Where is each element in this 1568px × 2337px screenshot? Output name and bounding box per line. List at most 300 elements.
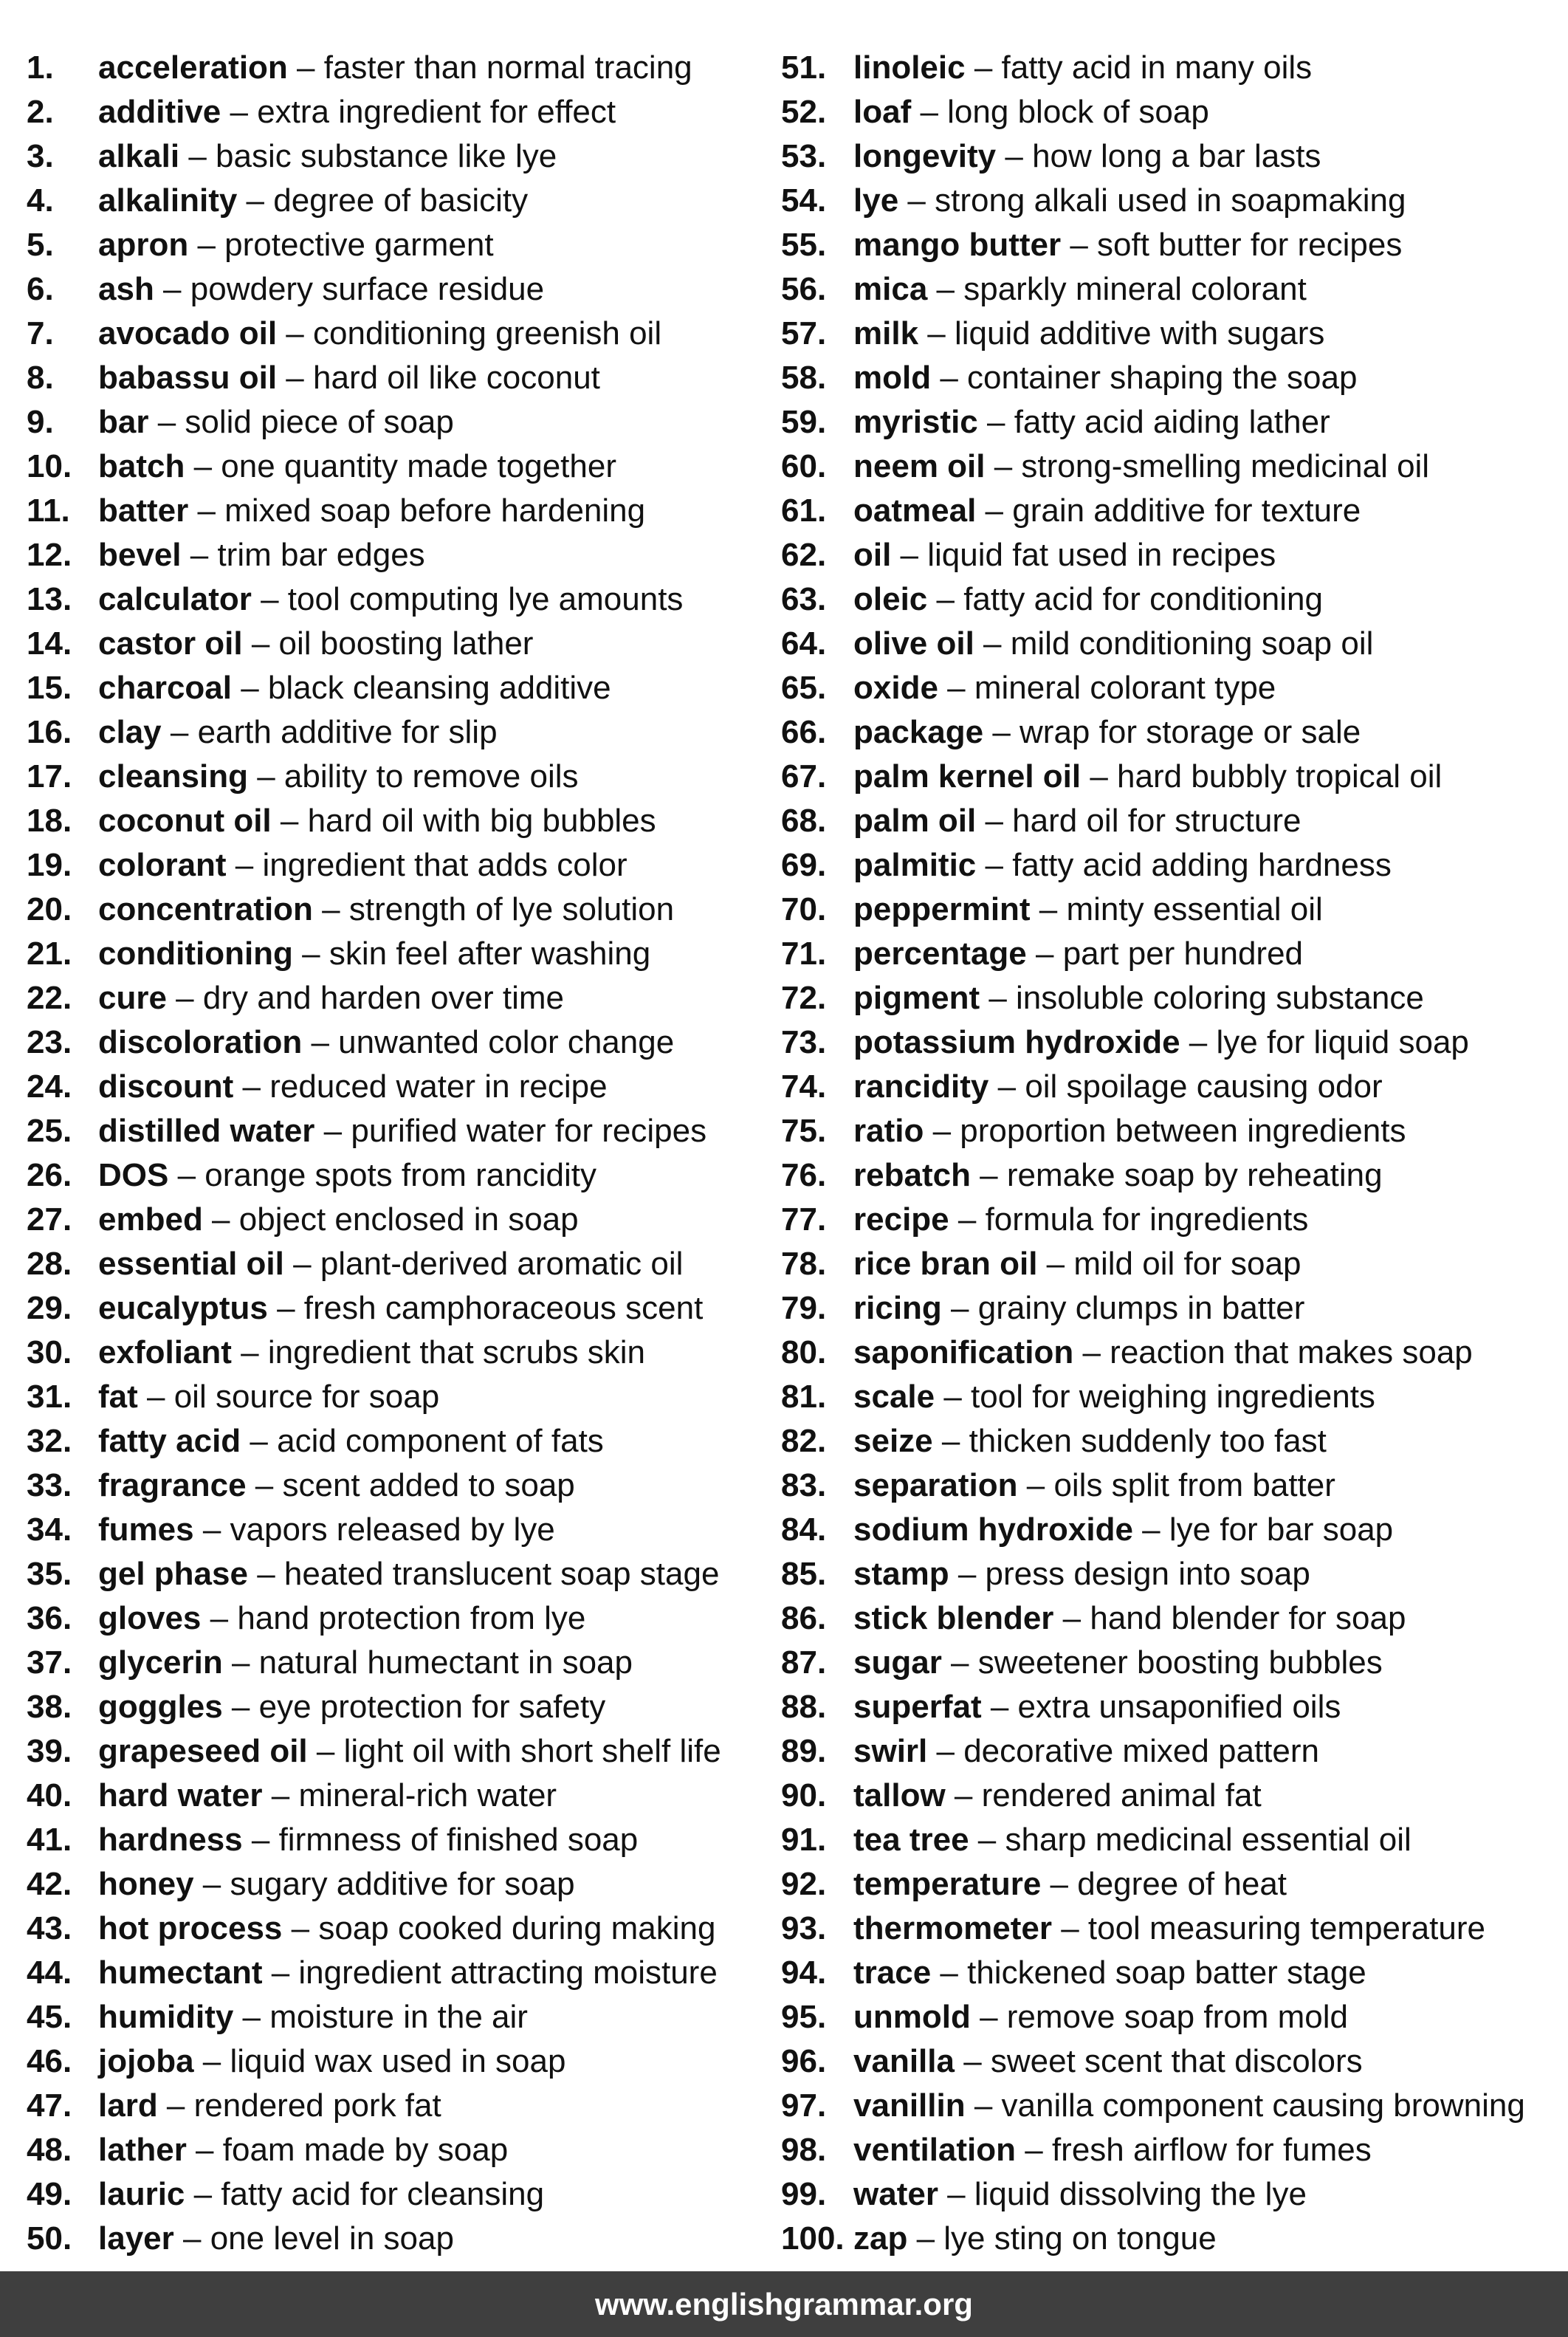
entry-number: 71. [781, 936, 827, 972]
entry-number: 43. [27, 1910, 72, 1946]
entry-definition: grain additive for texture [1012, 493, 1361, 529]
entry-definition: hard bubbly tropical oil [1117, 758, 1443, 795]
glossary-entry [27, 1508, 765, 1552]
entry-number: 83. [781, 1467, 827, 1503]
entry-number: 6. [27, 271, 54, 307]
glossary-entry [781, 1153, 1564, 1198]
entry-definition: strength of lye solution [348, 891, 675, 927]
glossary-entry [781, 1552, 1564, 1596]
entry-term: cleansing [98, 758, 248, 795]
entry-definition: dry and harden over time [202, 980, 565, 1016]
entry-separator: – [241, 1423, 278, 1459]
entry-term: castor oil [98, 625, 243, 662]
entry-definition: mild conditioning soap oil [1010, 625, 1374, 662]
entry-number: 91. [781, 1822, 827, 1858]
entry-number: 20. [27, 891, 72, 927]
entry-number: 65. [781, 670, 827, 706]
glossary-entry [781, 2039, 1564, 2084]
entry-separator: – [1053, 1600, 1090, 1636]
entry-definition: hand blender for soap [1090, 1600, 1406, 1636]
entry-definition: acid component of fats [277, 1423, 604, 1459]
entry-number: 87. [781, 1644, 827, 1681]
entry-separator: – [907, 2220, 944, 2257]
entry-definition: purified water for recipes [351, 1113, 707, 1149]
entry-separator: – [302, 1024, 339, 1060]
footer-website[interactable]: www.englishgrammar.org [595, 2286, 973, 2321]
entry-separator: – [242, 625, 279, 662]
entry-separator: – [935, 1379, 972, 1415]
entry-number: 31. [27, 1379, 72, 1415]
glossary-entry [781, 1862, 1564, 1907]
entry-definition: fatty acid aiding lather [1014, 404, 1330, 440]
glossary-entry [27, 46, 765, 90]
entry-number: 80. [781, 1334, 827, 1370]
entry-number: 81. [781, 1379, 827, 1415]
entry-separator: – [1081, 758, 1118, 795]
entry-definition: lye for liquid soap [1216, 1024, 1469, 1060]
glossary-entry [781, 489, 1564, 533]
entry-term: fatty acid [98, 1423, 241, 1459]
entry-term: loaf [853, 94, 912, 130]
entry-definition: firmness of finished soap [278, 1822, 639, 1858]
entry-definition: plant-derived aromatic oil [320, 1246, 684, 1282]
entry-definition: oil spoilage causing odor [1025, 1068, 1383, 1105]
entry-number: 22. [27, 980, 72, 1016]
entry-definition: fresh camphoraceous scent [303, 1290, 704, 1326]
entry-definition: fatty acid for cleansing [221, 2176, 545, 2212]
glossary-entry [27, 400, 765, 445]
entry-definition: thickened soap batter stage [967, 1955, 1366, 1991]
entry-separator: – [970, 1999, 1007, 2035]
entry-definition: light oil with short shelf life [343, 1733, 721, 1769]
glossary-entry [781, 1020, 1564, 1065]
entry-term: ventilation [853, 2132, 1017, 2168]
entry-term: percentage [853, 936, 1027, 972]
entry-term: gloves [98, 1600, 202, 1636]
entry-separator: – [965, 49, 1002, 86]
entry-number: 9. [27, 404, 54, 440]
entry-number: 53. [781, 138, 827, 174]
entry-number: 59. [781, 404, 827, 440]
entry-separator: – [283, 1246, 320, 1282]
entry-number: 16. [27, 714, 72, 750]
entry-number: 85. [781, 1556, 827, 1592]
entry-separator: – [1016, 2132, 1052, 2168]
entry-definition: liquid wax used in soap [230, 2043, 566, 2079]
entry-separator: – [179, 138, 216, 174]
entry-definition: ability to remove oils [283, 758, 579, 795]
entry-term: colorant [98, 847, 227, 883]
entry-number: 58. [781, 360, 827, 396]
entry-definition: rendered pork fat [193, 2087, 441, 2124]
entry-separator: – [247, 1556, 284, 1592]
glossary-entry [781, 1198, 1564, 1242]
glossary-entry [27, 2128, 765, 2172]
entry-term: essential oil [98, 1246, 284, 1282]
entry-definition: mineral colorant type [974, 670, 1276, 706]
entry-definition: liquid dissolving the lye [974, 2176, 1307, 2212]
entry-term: mold [853, 360, 932, 396]
entry-term: alkali [98, 138, 180, 174]
entry-definition: powdery surface residue [190, 271, 545, 307]
glossary-entry [781, 1463, 1564, 1508]
glossary-entry [781, 843, 1564, 888]
entry-term: tallow [853, 1777, 946, 1813]
entry-number: 68. [781, 803, 827, 839]
entry-term: mango butter [853, 227, 1062, 263]
glossary-entry [781, 1065, 1564, 1109]
glossary-entry [781, 1995, 1564, 2039]
entry-number: 73. [781, 1024, 827, 1060]
glossary-entry [781, 267, 1564, 312]
entry-number: 88. [781, 1689, 827, 1725]
entry-number: 25. [27, 1113, 72, 1149]
glossary-entry [27, 223, 765, 267]
entry-separator: – [1041, 1866, 1078, 1902]
glossary-entry [781, 134, 1564, 179]
entry-term: lye [853, 182, 899, 219]
entry-number: 78. [781, 1246, 827, 1282]
glossary-entry [27, 622, 765, 666]
entry-term: lather [98, 2132, 187, 2168]
entry-number: 67. [781, 758, 827, 795]
entry-term: acceleration [98, 49, 288, 86]
entry-separator: – [186, 2132, 223, 2168]
entry-term: eucalyptus [98, 1290, 268, 1326]
entry-separator: – [188, 493, 225, 529]
glossary-entry [781, 1641, 1564, 1685]
entry-separator: – [271, 803, 308, 839]
glossary-entry [27, 1729, 765, 1774]
glossary-entry [781, 1774, 1564, 1818]
entry-separator: – [233, 1068, 270, 1105]
entry-separator: – [980, 980, 1017, 1016]
entry-definition: sweet scent that discolors [990, 2043, 1363, 2079]
entry-number: 77. [781, 1201, 827, 1238]
glossary-entry [27, 932, 765, 976]
entry-definition: press design into soap [985, 1556, 1310, 1592]
entry-separator: – [924, 1113, 960, 1149]
entry-definition: strong alkali used in soapmaking [935, 182, 1406, 219]
glossary-entry [27, 1685, 765, 1729]
entry-separator: – [148, 404, 185, 440]
entry-number: 10. [27, 448, 72, 484]
entry-term: stamp [853, 1556, 949, 1592]
entry-separator: – [173, 2220, 210, 2257]
entry-term: saponification [853, 1334, 1074, 1370]
entry-term: fat [98, 1379, 138, 1415]
entry-definition: foam made by soap [222, 2132, 509, 2168]
entry-definition: moisture in the air [269, 1999, 528, 2035]
entry-number: 8. [27, 360, 54, 396]
entry-definition: scent added to soap [282, 1467, 575, 1503]
entry-term: oleic [853, 581, 928, 617]
entry-separator: – [185, 448, 221, 484]
entry-definition: fatty acid for conditioning [963, 581, 1323, 617]
entry-separator: – [1017, 1467, 1054, 1503]
entry-term: DOS [98, 1157, 169, 1193]
glossary-entry [27, 1463, 765, 1508]
entry-term: neem oil [853, 448, 986, 484]
entry-term: mica [853, 271, 928, 307]
entry-term: bar [98, 404, 149, 440]
glossary-entry [781, 2217, 1564, 2261]
entry-separator: – [1180, 1024, 1217, 1060]
footer-bar [0, 2271, 1568, 2337]
entry-definition: strong-smelling medicinal oil [1021, 448, 1430, 484]
entry-term: coconut oil [98, 803, 272, 839]
glossary-entry [781, 1419, 1564, 1463]
entry-definition: remove soap from mold [1006, 1999, 1348, 2035]
glossary-entry [27, 1020, 765, 1065]
glossary-entry [781, 1375, 1564, 1419]
entry-separator: – [941, 1290, 978, 1326]
entry-number: 44. [27, 1955, 72, 1991]
entry-term: thermometer [853, 1910, 1052, 1946]
entry-separator: – [226, 847, 263, 883]
entry-term: conditioning [98, 936, 293, 972]
entry-definition: faster than normal tracing [323, 49, 692, 86]
entry-term: longevity [853, 138, 997, 174]
glossary-entry [27, 267, 765, 312]
glossary-entry [781, 2172, 1564, 2217]
entry-number: 63. [781, 581, 827, 617]
entry-number: 96. [781, 2043, 827, 2079]
entry-number: 100. [781, 2220, 845, 2257]
glossary-entry [781, 1286, 1564, 1331]
entry-definition: fatty acid adding hardness [1012, 847, 1392, 883]
glossary-entry [781, 1596, 1564, 1641]
glossary-entry [781, 1729, 1564, 1774]
entry-separator: – [246, 1467, 283, 1503]
entry-definition: fresh airflow for fumes [1051, 2132, 1372, 2168]
entry-number: 69. [781, 847, 827, 883]
glossary-entry [27, 1286, 765, 1331]
glossary-entry [27, 1596, 765, 1641]
entry-definition: part per hundred [1062, 936, 1304, 972]
entry-number: 51. [781, 49, 827, 86]
entry-number: 42. [27, 1866, 72, 1902]
entry-definition: solid piece of soap [185, 404, 454, 440]
entry-definition: mixed soap before hardening [224, 493, 646, 529]
entry-term: water [853, 2176, 938, 2212]
entry-separator: – [931, 1955, 968, 1991]
entry-definition: reduced water in recipe [269, 1068, 608, 1105]
entry-definition: proportion between ingredients [960, 1113, 1406, 1149]
entry-number: 60. [781, 448, 827, 484]
glossary-entry [781, 622, 1564, 666]
entry-separator: – [983, 714, 1020, 750]
entry-number: 99. [781, 2176, 827, 2212]
entry-term: concentration [98, 891, 313, 927]
entry-separator: – [237, 182, 274, 219]
entry-number: 72. [781, 980, 827, 1016]
entry-number: 95. [781, 1999, 827, 2035]
entry-number: 82. [781, 1423, 827, 1459]
entry-term: ricing [853, 1290, 942, 1326]
glossary-entry [781, 932, 1564, 976]
entry-definition: natural humectant in soap [258, 1644, 633, 1681]
entry-number: 5. [27, 227, 54, 263]
glossary-entry [27, 1375, 765, 1419]
entry-number: 18. [27, 803, 72, 839]
glossary-right-column [781, 46, 1564, 2261]
entry-definition: sharp medicinal essential oil [1005, 1822, 1411, 1858]
entry-separator: – [231, 670, 268, 706]
entry-separator: – [996, 138, 1033, 174]
entry-definition: oils split from batter [1053, 1467, 1335, 1503]
entry-definition: degree of basicity [273, 182, 529, 219]
entry-definition: unwanted color change [338, 1024, 675, 1060]
glossary-entry [27, 1995, 765, 2039]
entry-separator: – [202, 1201, 239, 1238]
glossary-entry [781, 1818, 1564, 1862]
entry-number: 19. [27, 847, 72, 883]
entry-separator: – [307, 1733, 344, 1769]
entry-number: 26. [27, 1157, 72, 1193]
entry-number: 29. [27, 1290, 72, 1326]
entry-definition: mineral-rich water [298, 1777, 557, 1813]
entry-number: 15. [27, 670, 72, 706]
glossary-entry [781, 577, 1564, 622]
entry-term: cure [98, 980, 167, 1016]
entry-definition: eye protection for safety [258, 1689, 606, 1725]
entry-definition: fatty acid in many oils [1001, 49, 1313, 86]
entry-term: hot process [98, 1910, 283, 1946]
glossary-entry [781, 445, 1564, 489]
entry-definition: vapors released by lye [230, 1511, 555, 1548]
entry-term: superfat [853, 1689, 982, 1725]
glossary-entry [27, 1331, 765, 1375]
entry-term: oatmeal [853, 493, 977, 529]
entry-separator: – [222, 1644, 259, 1681]
entry-term: gel phase [98, 1556, 248, 1592]
entry-separator: – [193, 2043, 230, 2079]
entry-separator: – [891, 537, 928, 573]
entry-definition: oil boosting lather [278, 625, 534, 662]
entry-term: stick blender [853, 1600, 1054, 1636]
entry-number: 21. [27, 936, 72, 972]
entry-number: 64. [781, 625, 827, 662]
entry-number: 62. [781, 537, 827, 573]
entry-term: humidity [98, 1999, 234, 2035]
entry-number: 94. [781, 1955, 827, 1991]
entry-term: tea tree [853, 1822, 969, 1858]
entry-term: peppermint [853, 891, 1031, 927]
entry-term: calculator [98, 581, 252, 617]
entry-term: hardness [98, 1822, 243, 1858]
entry-term: bevel [98, 537, 182, 573]
entry-separator: – [267, 1290, 304, 1326]
glossary-entry [27, 1242, 765, 1286]
entry-number: 45. [27, 1999, 72, 2035]
entry-term: fumes [98, 1511, 194, 1548]
entry-separator: – [938, 2176, 974, 2212]
entry-separator: – [193, 1511, 230, 1548]
entry-term: rebatch [853, 1157, 971, 1193]
entry-definition: hard oil with big bubbles [307, 803, 656, 839]
entry-term: ratio [853, 1113, 924, 1149]
entry-term: avocado oil [98, 315, 278, 351]
entry-separator: – [185, 2176, 221, 2212]
entry-separator: – [954, 2043, 991, 2079]
entry-term: jojoba [98, 2043, 194, 2079]
glossary-entry [27, 976, 765, 1020]
entry-separator: – [981, 1689, 1018, 1725]
entry-separator: – [977, 404, 1014, 440]
entry-separator: – [166, 980, 203, 1016]
entry-term: honey [98, 1866, 194, 1902]
entry-term: milk [853, 315, 919, 351]
entry-number: 36. [27, 1600, 72, 1636]
entry-number: 33. [27, 1467, 72, 1503]
glossary-entry [27, 1907, 765, 1951]
glossary-entry [27, 577, 765, 622]
entry-number: 75. [781, 1113, 827, 1149]
entry-definition: sparkly mineral colorant [963, 271, 1307, 307]
glossary-entry [27, 1641, 765, 1685]
entry-separator: – [1073, 1334, 1110, 1370]
entry-separator: – [974, 625, 1011, 662]
entry-term: myristic [853, 404, 978, 440]
entry-separator: – [277, 360, 313, 396]
entry-number: 50. [27, 2220, 72, 2257]
glossary-entry [781, 1907, 1564, 1951]
entry-number: 30. [27, 1334, 72, 1370]
entry-definition: object enclosed in soap [238, 1201, 579, 1238]
glossary-entry [781, 179, 1564, 223]
entry-definition: lye sting on tongue [943, 2220, 1217, 2257]
entry-number: 89. [781, 1733, 827, 1769]
entry-term: potassium hydroxide [853, 1024, 1180, 1060]
entry-term: glycerin [98, 1644, 223, 1681]
entry-term: discoloration [98, 1024, 303, 1060]
entry-definition: conditioning greenish oil [313, 315, 662, 351]
entry-term: recipe [853, 1201, 949, 1238]
entry-term: rice bran oil [853, 1246, 1038, 1282]
entry-definition: orange spots from rancidity [204, 1157, 596, 1193]
entry-definition: hand protection from lye [237, 1600, 586, 1636]
entry-definition: thicken suddenly too fast [969, 1423, 1327, 1459]
entry-definition: long block of soap [947, 94, 1209, 130]
entry-definition: tool for weighing ingredients [971, 1379, 1375, 1415]
entry-number: 1. [27, 49, 54, 86]
glossary-entry [27, 1862, 765, 1907]
entry-number: 4. [27, 182, 54, 219]
entry-term: linoleic [853, 49, 966, 86]
glossary-entry [781, 1685, 1564, 1729]
entry-definition: extra ingredient for effect [257, 94, 616, 130]
entry-number: 11. [27, 493, 70, 529]
entry-term: apron [98, 227, 189, 263]
entry-definition: soft butter for recipes [1097, 227, 1403, 263]
glossary-entry [27, 1153, 765, 1198]
glossary-entry [781, 1331, 1564, 1375]
entry-term: vanillin [853, 2087, 966, 2124]
entry-term: distilled water [98, 1113, 315, 1149]
entry-separator: – [969, 1822, 1005, 1858]
glossary-entry [27, 445, 765, 489]
glossary-entry [781, 533, 1564, 577]
entry-separator: – [161, 714, 198, 750]
entry-definition: wrap for storage or sale [1019, 714, 1361, 750]
entry-separator: – [242, 1822, 279, 1858]
entry-separator: – [247, 758, 284, 795]
entry-term: grapeseed oil [98, 1733, 308, 1769]
entry-number: 47. [27, 2087, 72, 2124]
glossary-entry [781, 312, 1564, 356]
entry-definition: rendered animal fat [981, 1777, 1262, 1813]
